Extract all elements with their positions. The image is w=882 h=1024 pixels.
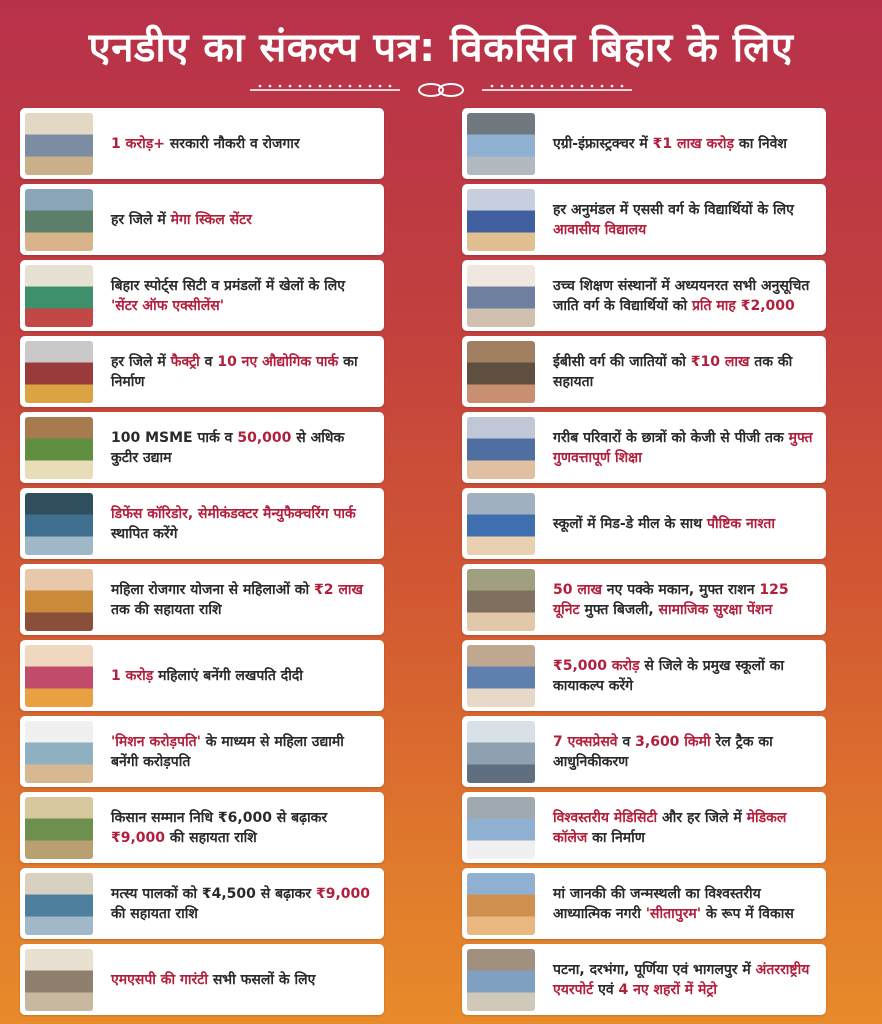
highlight-text: सामाजिक सुरक्षा पेंशन: [658, 601, 773, 618]
plain-text: रेल ट्रैक का आधुनिकीकरण: [553, 733, 773, 770]
highlight-text: विश्वस्तरीय मेडिसिटी: [553, 809, 658, 826]
plain-text: मुफ्त बिजली,: [579, 601, 659, 618]
grain-silos-photo: [467, 113, 535, 175]
ornamental-divider: [250, 82, 632, 98]
promise-text: [553, 428, 816, 468]
right-promise-card: [462, 260, 826, 331]
women-group-photo: [25, 645, 93, 707]
left-promise-card: [20, 564, 384, 635]
semiconductor-photo: [25, 493, 93, 555]
left-column: [20, 108, 384, 1020]
highlight-text: 10 नए औद्योगिक पार्क: [217, 353, 339, 370]
right-promise-card: [462, 336, 826, 407]
promise-text: [553, 134, 787, 154]
left-promise-card: [20, 412, 384, 483]
plain-text: से अधिक कुटीर उद्याम: [111, 429, 345, 466]
plain-text: एग्री-इंफ्रास्ट्रक्चर में: [553, 135, 653, 152]
promise-text: [553, 276, 816, 316]
promise-text: [553, 808, 816, 848]
midday-meal-photo: [467, 493, 535, 555]
plain-text: किसान सम्मान निधि ₹6,000 से बढ़ाकर: [111, 809, 328, 826]
promise-text: [553, 200, 816, 240]
promise-text: [553, 352, 816, 392]
plain-text: महिलाएं बनेंगी लखपति दीदी: [153, 667, 303, 684]
left-promise-card: [20, 260, 384, 331]
plain-text: व: [617, 733, 636, 750]
sports-team-photo: [25, 265, 93, 327]
plain-text: नए पक्के मकान, मुफ्त राशन: [601, 581, 760, 598]
plain-text: सरकारी नौकरी व रोजगार: [164, 135, 300, 152]
highlight-text: प्रति माह ₹2,000: [691, 297, 795, 314]
left-promise-card: [20, 868, 384, 939]
plain-text: महिला रोजगार योजना से महिलाओं को: [111, 581, 314, 598]
ebc-family-photo: [467, 341, 535, 403]
plain-text: हर अनुमंडल में एससी वर्ग के विद्यार्थियों के लिए: [553, 201, 794, 218]
highlight-text: ₹2 लाख: [314, 581, 363, 598]
plain-text: का निवेश: [734, 135, 787, 152]
highlight-text: फैक्ट्री: [170, 353, 200, 370]
plain-text: के माध्यम से महिला उद्यामी बनेंगी करोड़पति: [111, 733, 344, 770]
plain-text: तक की सहायता राशि: [111, 601, 222, 618]
promise-text: [111, 732, 374, 772]
highlight-text: 'सेंटर ऑफ एक्सीलेंस': [111, 297, 225, 314]
plain-text: हर जिले में: [111, 211, 171, 228]
plain-text: पार्क व: [192, 429, 238, 446]
right-promise-card: [462, 640, 826, 711]
left-promise-card: [20, 716, 384, 787]
promise-text: [111, 134, 300, 154]
highlight-text: एमएसपी की गारंटी: [111, 971, 208, 988]
right-promise-card: [462, 944, 826, 1015]
plain-text: पटना, दरभंगा, पूर्णिया एवं भागलपुर में: [553, 961, 756, 978]
school-students-photo: [467, 645, 535, 707]
right-promise-card: [462, 716, 826, 787]
promise-text: [553, 884, 816, 924]
highlight-text: 1 करोड़: [111, 667, 154, 684]
highlight-text: 50,000: [237, 429, 292, 446]
student-girl-photo: [467, 189, 535, 251]
highlight-text: 4 नए शहरों में मेट्रो: [618, 981, 717, 998]
right-promise-card: [462, 488, 826, 559]
plain-text: मत्स्य पालकों को ₹4,500 से बढ़ाकर: [111, 885, 316, 902]
plain-text: की सहायता राशि: [111, 905, 198, 922]
msme-photo: [25, 417, 93, 479]
right-column: [462, 108, 826, 1020]
plain-text: उच्च शिक्षण संस्थानों में अध्ययनरत सभी अनुसूचित जाति वर्ग के विद्यार्थियों को: [553, 277, 810, 314]
highlight-text: 50 लाख: [553, 581, 602, 598]
highlight-text: 3,600 किमी: [635, 733, 711, 750]
highlight-text: मुफ्त गुणवत्तापूर्ण शिक्षा: [553, 429, 813, 466]
right-promise-card: [462, 564, 826, 635]
fishermen-photo: [25, 873, 93, 935]
plain-text: स्थापित करेंगे: [111, 525, 178, 542]
left-promise-card: [20, 792, 384, 863]
plain-text: की सहायता राशि: [165, 829, 257, 846]
page-title: एनडीए का संकल्प पत्र: विकसित बिहार के लिए: [88, 25, 794, 71]
left-promise-card: [20, 184, 384, 255]
promise-text: [553, 580, 816, 620]
right-promise-card: [462, 184, 826, 255]
highlight-text: 7 एक्सप्रेसवे: [553, 733, 618, 750]
left-promise-card: [20, 108, 384, 179]
promise-text: [111, 580, 374, 620]
promise-text: [553, 732, 816, 772]
plain-text: का निर्माण: [111, 353, 358, 390]
plain-text: ईबीसी वर्ग की जातियों को: [553, 353, 691, 370]
highlight-text: ₹9,000: [315, 885, 370, 902]
woman-entrepreneur-photo: [25, 721, 93, 783]
highlight-text: अंतरराष्ट्रीय एयरपोर्ट: [553, 961, 810, 998]
right-promise-card: [462, 412, 826, 483]
promise-text: [111, 428, 374, 468]
right-promise-card: [462, 792, 826, 863]
plain-text: तक की सहायता: [553, 353, 793, 390]
expressway-photo: [467, 721, 535, 783]
highlight-text: डिफेंस कॉरिडोर, सेमीकंडक्टर मैन्युफैक्चरिंग पार्क: [111, 505, 356, 522]
promise-text: [111, 504, 374, 544]
farmer-photo: [25, 797, 93, 859]
highlight-text: 1 करोड़+: [111, 135, 165, 152]
factory-photo: [25, 341, 93, 403]
plain-text: से जिले के प्रमुख स्कूलों का कायाकल्प करेंगे: [553, 657, 784, 694]
airport-photo: [467, 949, 535, 1011]
promise-text: [111, 352, 374, 392]
plain-text: गरीब परिवारों के छात्रों को केजी से पीजी तक: [553, 429, 789, 446]
promise-text: [111, 808, 374, 848]
right-promise-card: [462, 108, 826, 179]
plain-text: बिहार स्पोर्ट्स सिटी व प्रमंडलों में खेलों के लिए: [111, 277, 345, 294]
elderly-woman-photo: [467, 569, 535, 631]
highlight-text: मेडिकल कॉलेज: [553, 809, 787, 846]
jobs-photo: [25, 113, 93, 175]
plain-text: का निर्माण: [587, 829, 645, 846]
promise-text: [111, 210, 252, 230]
promise-text: [111, 884, 374, 924]
highlight-text: मेगा स्किल सेंटर: [170, 211, 252, 228]
plain-text: के रूप में विकास: [701, 905, 794, 922]
highlight-text: ₹10 लाख: [690, 353, 750, 370]
promise-text: [553, 514, 775, 534]
promise-text: [553, 960, 816, 1000]
highlight-text: ₹5,000 करोड़: [553, 657, 640, 674]
promise-text: [111, 970, 315, 990]
right-promise-card: [462, 868, 826, 939]
grain-sacks-photo: [25, 949, 93, 1011]
temple-photo: [467, 873, 535, 935]
highlight-text: आवासीय विद्यालय: [553, 221, 647, 238]
skill-center-photo: [25, 189, 93, 251]
left-promise-card: [20, 488, 384, 559]
highlight-text: ₹1 लाख करोड़: [652, 135, 735, 152]
highlight-text: 'सीतापुरम': [645, 905, 702, 922]
plain-text: 100 MSME: [111, 429, 193, 446]
plain-text: स्कूलों में मिड-डे मील के साथ: [553, 515, 707, 532]
highlight-text: ₹9,000: [111, 829, 166, 846]
promise-text: [111, 666, 303, 686]
promise-text: [111, 276, 374, 316]
plain-text: एवं: [593, 981, 619, 998]
schoolgirl-photo: [467, 417, 535, 479]
highlight-text: 125 यूनिट: [553, 581, 789, 618]
highlight-text: पौष्टिक नाश्ता: [707, 515, 775, 532]
plain-text: हर जिले में: [111, 353, 171, 370]
left-promise-card: [20, 336, 384, 407]
promise-text: [553, 656, 816, 696]
plain-text: मां जानकी की जन्मस्थली का विश्वस्तरीय आध्यात्मिक नगरी: [553, 885, 761, 922]
plain-text: व: [199, 353, 218, 370]
highlight-text: 'मिशन करोड़पति': [111, 733, 201, 750]
plain-text: सभी फसलों के लिए: [207, 971, 316, 988]
left-promise-card: [20, 944, 384, 1015]
plain-text: और हर जिले में: [657, 809, 747, 826]
left-promise-card: [20, 640, 384, 711]
classroom-photo: [467, 265, 535, 327]
medicity-photo: [467, 797, 535, 859]
woman-portrait-photo: [25, 569, 93, 631]
